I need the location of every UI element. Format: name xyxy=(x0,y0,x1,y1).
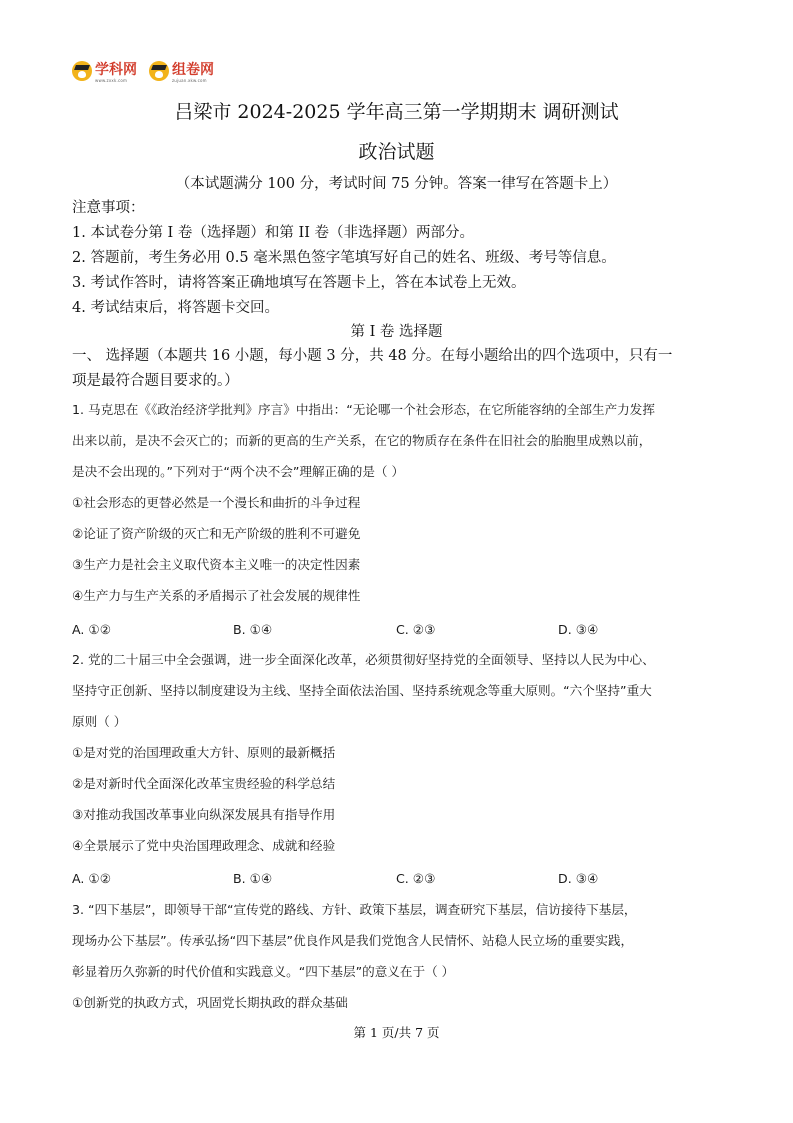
option-b: B. ①④ xyxy=(233,622,273,637)
exam-title: 吕梁市 2024-2025 学年高三第一学期期末 调研测试 xyxy=(174,101,619,123)
section-title: 第 I 卷 选择题 xyxy=(350,324,443,340)
option-c: C. ②③ xyxy=(396,622,436,637)
option-a: A. ①② xyxy=(72,622,111,637)
question-stem: 2. 党的二十届三中全会强调，进一步全面深化改革，必须贯彻好坚持党的全面领导、坚持以人民为中心、 xyxy=(72,652,655,667)
exam-subject: 政治试题 xyxy=(358,141,435,163)
question-stem: 3. “四下基层”，即领导干部“宣传党的路线、方针、政策下基层，调查研究下基层，信访接待下基层， xyxy=(72,902,637,917)
zujuan-logo xyxy=(149,59,214,83)
question-statement: ②论证了资产阶级的灭亡和无产阶级的胜利不可避免 xyxy=(72,526,361,541)
question-statement: ①社会形态的更替必然是一个漫长和曲折的斗争过程 xyxy=(72,495,361,510)
section-intro: 一、 选择题（本题共 16 小题，每小题 3 分，共 48 分。在每小题给出的四个选项中，只有一 xyxy=(72,348,673,364)
question-stem: 1. 马克思在《《政治经济学批判》序言》中指出：“无论哪一个社会形态，在它所能容纳的全部生产力发挥 xyxy=(72,402,655,417)
question-statement: ③生产力是社会主义取代资本主义唯一的决定性因素 xyxy=(72,557,361,572)
logo-text: 组卷网 xyxy=(172,62,214,78)
question-stem: 彰显着历久弥新的时代价值和实践意义。“四下基层”的意义在于（ ） xyxy=(72,964,455,979)
page-footer: 第 1 页/共 7 页 xyxy=(353,1025,440,1040)
option-c: C. ②③ xyxy=(396,871,436,886)
logo-url: zujuan.xkw.com xyxy=(172,78,207,83)
question-stem: 现场办公下基层”。传承弘扬“四下基层”优良作风是我们党饱含人民情怀、站稳人民立场的重要实践， xyxy=(72,933,634,948)
instruction-item: 4. 考试结束后，将答题卡交回。 xyxy=(72,300,279,316)
logo-text: 学科网 xyxy=(95,62,137,78)
option-d: D. ③④ xyxy=(558,622,599,637)
question-stem: 坚持守正创新、坚持以制度建设为主线、坚持全面依法治国、坚持系统观念等重大原则。“六个坚持”重大 xyxy=(72,683,652,698)
option-d: D. ③④ xyxy=(558,871,599,886)
question-stem: 原则（ ） xyxy=(72,714,127,729)
instruction-item: 3. 考试作答时，请将答案正确地填写在答题卡上，答在本试卷上无效。 xyxy=(72,275,526,291)
section-intro: 项是最符合题目要求的。） xyxy=(72,373,239,389)
question-stem: 出来以前，是决不会灭亡的；而新的更高的生产关系，在它的物质存在条件在旧社会的胎胞里成熟以前， xyxy=(72,433,652,448)
logo-bar xyxy=(72,60,226,82)
instruction-item: 2. 答题前，考生务必用 0.5 毫米黑色签字笔填写好自己的姓名、班级、考号等信息。 xyxy=(72,250,616,266)
question-statement: ④生产力与生产关系的矛盾揭示了社会发展的规律性 xyxy=(72,588,361,603)
graduation-cap-mascot-icon xyxy=(72,61,92,81)
question-stem: 是决不会出现的。”下列对于“两个决不会”理解正确的是（ ） xyxy=(72,464,405,479)
question-statement: ③对推动我国改革事业向纵深发展具有指导作用 xyxy=(72,807,336,822)
option-a: A. ①② xyxy=(72,871,111,886)
graduation-cap-mascot-icon xyxy=(149,61,169,81)
question-statement: ①是对党的治国理政重大方针、原则的最新概括 xyxy=(72,745,336,760)
exam-note: （本试题满分 100 分，考试时间 75 分钟。答案一律写在答题卡上） xyxy=(175,176,618,192)
question-statement: ①创新党的执政方式，巩固党长期执政的群众基础 xyxy=(72,995,348,1010)
logo-url: www.zxxk.com xyxy=(95,78,128,83)
instructions-heading: 注意事项： xyxy=(72,200,145,216)
option-b: B. ①④ xyxy=(233,871,273,886)
zxxk-logo xyxy=(72,59,137,83)
question-statement: ②是对新时代全面深化改革宝贵经验的科学总结 xyxy=(72,776,336,791)
question-statement: ④全景展示了党中央治国理政理念、成就和经验 xyxy=(72,838,336,853)
instruction-item: 1. 本试卷分第 I 卷（选择题）和第 II 卷（非选择题）两部分。 xyxy=(72,225,475,241)
